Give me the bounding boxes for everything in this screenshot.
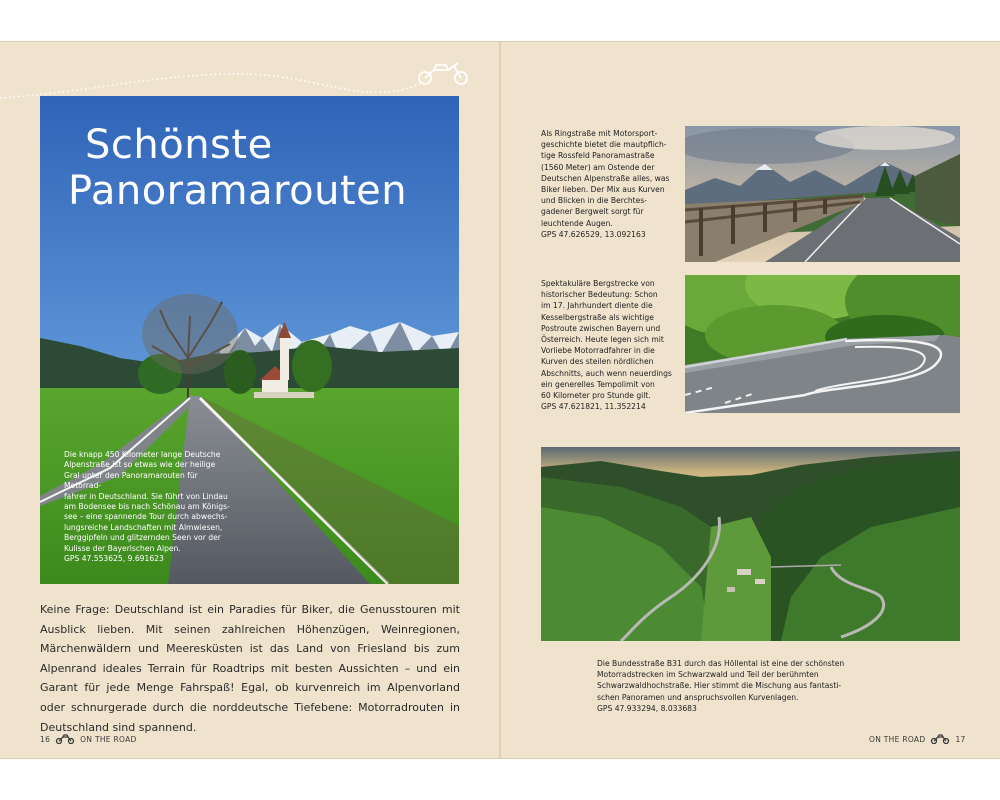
caption-gps: GPS 47.621821, 11.352214: [541, 402, 646, 412]
caption-line: Als Ringstraße mit Motorsport-: [541, 129, 658, 138]
caption-line: Spektakuläre Bergstrecke von: [541, 279, 655, 288]
title-line-2: Panoramarouten: [68, 168, 408, 214]
motorcycle-icon: [55, 734, 75, 744]
title-line-1: Schönste: [85, 122, 273, 168]
caption-line: Österreich. Heute legen sich mit: [541, 335, 664, 345]
caption-line: schen Panoramen und anspruchsvollen Kurvenlagen.: [597, 692, 799, 702]
book-spread: [0, 41, 1000, 759]
hero-caption-line: see – eine spannende Tour durch abwechs-: [64, 512, 228, 522]
caption-hoellental: [597, 658, 867, 714]
hero-caption-line: Kulisse der Bayerischen Alpen.: [64, 543, 181, 553]
footer-right: [869, 734, 966, 744]
page-number-left: 16: [40, 734, 51, 744]
caption-line: geschichte bietet die mautpflich-: [541, 140, 667, 150]
page-title: [68, 122, 407, 214]
caption-line: ein generelles Tempolimit von: [541, 379, 655, 389]
caption-line: Abschnitts, auch wenn neuerdings: [541, 368, 672, 378]
hero-caption-line: am Bodensee bis nach Schönau am Königs-: [64, 502, 230, 512]
hero-caption-line: Die knapp 450 Kilometer lange Deutsche: [64, 450, 221, 459]
caption-line: Motorradstrecken im Schwarzwald und Teil der berühmten: [597, 670, 819, 680]
hero-caption: [64, 450, 232, 564]
footer-left: [40, 734, 137, 744]
caption-line: tige Rossfeld Panoramastraße: [541, 151, 655, 161]
caption-line: im 17. Jahrhundert diente die: [541, 301, 653, 311]
caption-line: Kesselbergstraße als wichtige: [541, 312, 654, 322]
photo-rossfeld-road: [685, 126, 960, 262]
caption-line: Die Bundesstraße B31 durch das Höllental ist eine der schönsten: [597, 659, 845, 668]
caption-line: Vorliebe Motorradfahrer in die: [541, 346, 655, 356]
page-fold: [499, 42, 501, 758]
caption-line: Postroute zwischen Bayern und: [541, 323, 661, 333]
caption-gps: GPS 47.626529, 13.092163: [541, 229, 646, 239]
caption-line: Schwarzwaldhochstraße. Hier stimmt die Mischung aus fantasti-: [597, 681, 842, 691]
caption-line: historischer Bedeutung: Schon: [541, 290, 658, 300]
caption-gps: GPS 47.933294, 8.033683: [597, 703, 697, 713]
hero-caption-line: lungsreiche Landschaften mit Almwiesen,: [64, 522, 223, 532]
caption-line: leuchtende Augen.: [541, 218, 613, 228]
hero-caption-line: Berggipfeln und glitzernden Seen vor der: [64, 533, 221, 543]
caption-line: (1560 Meter) am Ostende der: [541, 162, 655, 172]
hero-photo-alpine-road: [40, 96, 459, 584]
intro-paragraph: Keine Frage: Deutschland ist ein Paradies für Biker, die Genusstouren mit Ausblick lieben. Mit seinen zahlreichen Höhenzügen, Weinregionen, Märchenwäldern und Meeresküsten ist das Land von Friesland bis zum Alpenrand ideales Terrain für Roadtrips mit besten Aussichten – und ein Garant für jede Menge Fahrspaß! Egal, ob kurvenreich im Alpenvorland oder schnurgerade durch die norddeutsche Tiefebene: Motorradrouten in Deutschland sind spannend.: [40, 603, 460, 734]
hero-caption-line: Alpenstraße ist so etwas wie der heilige: [64, 460, 216, 470]
caption-line: Deutschen Alpenstraße alles, was: [541, 173, 670, 183]
caption-line: und Blicken in die Berchtes-: [541, 196, 648, 206]
caption-rossfeld: [541, 128, 676, 240]
caption-line: 60 Kilometer pro Stunde gilt.: [541, 391, 651, 401]
hero-caption-gps: GPS 47.553625, 9.691623: [64, 554, 164, 564]
photo-kesselberg-curve: [685, 275, 960, 413]
caption-line: Kurven des steilen nördlichen: [541, 357, 654, 367]
motorcycle-icon: [419, 63, 467, 84]
running-footer-right: ON THE ROAD: [869, 734, 926, 744]
photo-hoellental-valley: [541, 447, 960, 641]
caption-line: gadener Bergwelt sorgt für: [541, 207, 644, 217]
hero-caption-line: fahrer in Deutschland. Sie führt von Lindau: [64, 491, 228, 501]
caption-line: Biker lieben. Der Mix aus Kurven: [541, 185, 665, 195]
page-number-right: 17: [955, 734, 966, 744]
motorcycle-icon: [930, 734, 950, 744]
running-footer-left: ON THE ROAD: [80, 734, 137, 744]
caption-kesselberg: [541, 278, 681, 412]
hero-caption-line: Gral unter den Panoramarouten für Motorrad-: [64, 470, 198, 491]
